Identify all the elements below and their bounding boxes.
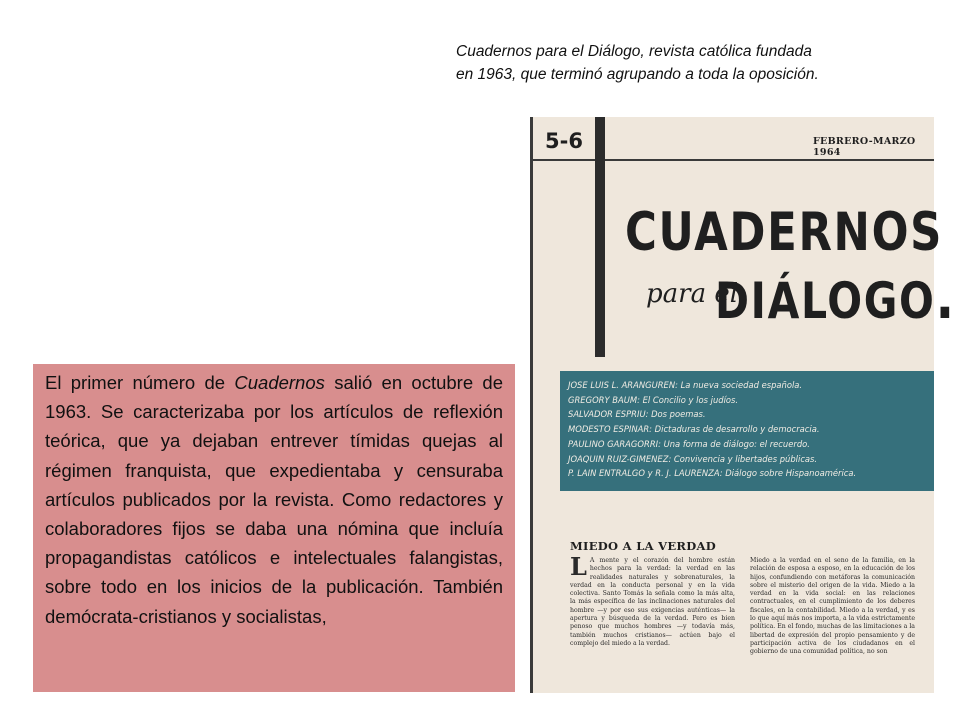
cover-title-dot: .: [935, 263, 956, 333]
cover-article-text-left: A mente y el corazón del hombre están hechos para la verdad: la verdad en las realidades naturales y sobrenaturales, la verdad en la conducta personal y en la vida colectiva. Santo Tomás la señala como la más alta, la más específica de las inclinaciones naturales del hombre —y por eso sus exigencias auténticas— la apertura y búsqueda de la verdad. Pero es bien penoso que muchos hombres —y todavía más, también muchos cristianos— actúen bajo el complejo del miedo a la verdad.: [570, 557, 735, 647]
contents-item: SALVADOR ESPRIU: Dos poemas.: [568, 409, 706, 420]
cover-article-column-left: [570, 552, 735, 648]
contents-item: GREGORY BAUM: El Concilio y los judíos.: [568, 394, 739, 405]
caption-line-2: en 1963, que terminó agrupando a toda la oposición.: [456, 66, 819, 83]
cover-article-column-right: Miedo a la verdad en el seno de la familia, en la relación de esposa a esposo, en la educación de los hijos, confundiendo con metáforas la comunicación sobre el misterio del origen de la vida. Miedo a la verdad en la vida social: en las relaciones contractuales, en el cumplimiento de los deberes fiscales, en la contabilidad. Miedo a la verdad, y es lo que aquí más nos importa, a la vida estrictamente política. En el fondo, muchas de las limitaciones a la libertad de expresión del propio pensamiento y de participación activa de los ciudadanos en el gobierno de una comunidad política, no son: [750, 557, 915, 656]
contents-item: JOSE LUIS L. ARANGUREN: La nueva sociedad española.: [568, 380, 803, 390]
cover-section-title: MIEDO A LA VERDAD: [570, 539, 717, 553]
description-emphasis: Cuadernos: [234, 372, 325, 393]
image-caption: [456, 40, 916, 86]
contents-item: P. LAIN ENTRALGO y R. J. LAURENZA: Diálogo sobre Hispanoamérica.: [568, 468, 857, 479]
cover-left-border: [530, 117, 533, 693]
cover-date: FEBRERO-MARZO 1964: [813, 136, 916, 158]
cover-title-dialogo: [715, 263, 956, 333]
cover-title-para-el: para el: [646, 279, 739, 309]
description-text-start: El primer número de: [45, 372, 235, 393]
cover-vertical-bar: [595, 117, 605, 357]
cover-title-dialogo-text: DIÁLOGO: [715, 272, 936, 330]
cover-contents-box: [560, 371, 934, 491]
caption-line-1: Cuadernos para el Diálogo, revista católica fundada: [456, 43, 812, 60]
cover-title-cuadernos: CUADERNOS: [625, 202, 944, 263]
cover-top-rule: [530, 159, 934, 161]
cover-issue-number: 5-6: [545, 129, 583, 153]
description-text-box: [33, 364, 515, 692]
magazine-cover-image: [530, 117, 956, 693]
cover-dropcap: L: [570, 552, 587, 581]
contents-item: MODESTO ESPINAR: Dictaduras de desarrollo y democracia.: [568, 424, 820, 435]
contents-item: PAULINO GARAGORRI: Una forma de diálogo: el recuerdo.: [568, 438, 810, 449]
description-text-rest: salió en octubre de 1963. Se caracterizaba por los artículos de reflexión teórica, que ya dejaban entrever tímidas quejas al régimen franquista, que expedientaba y censuraba artículos publicados por la revista. Como redactores y colaboradores fijos se daba una nómina que incluía propagandistas católicos e intelectuales falangistas, sobre todo en los inicios de la publicación. También demócrata-cristianos y socialistas,: [45, 372, 503, 627]
contents-item: JOAQUIN RUIZ-GIMENEZ: Convivencia y libertades públicas.: [568, 453, 818, 464]
